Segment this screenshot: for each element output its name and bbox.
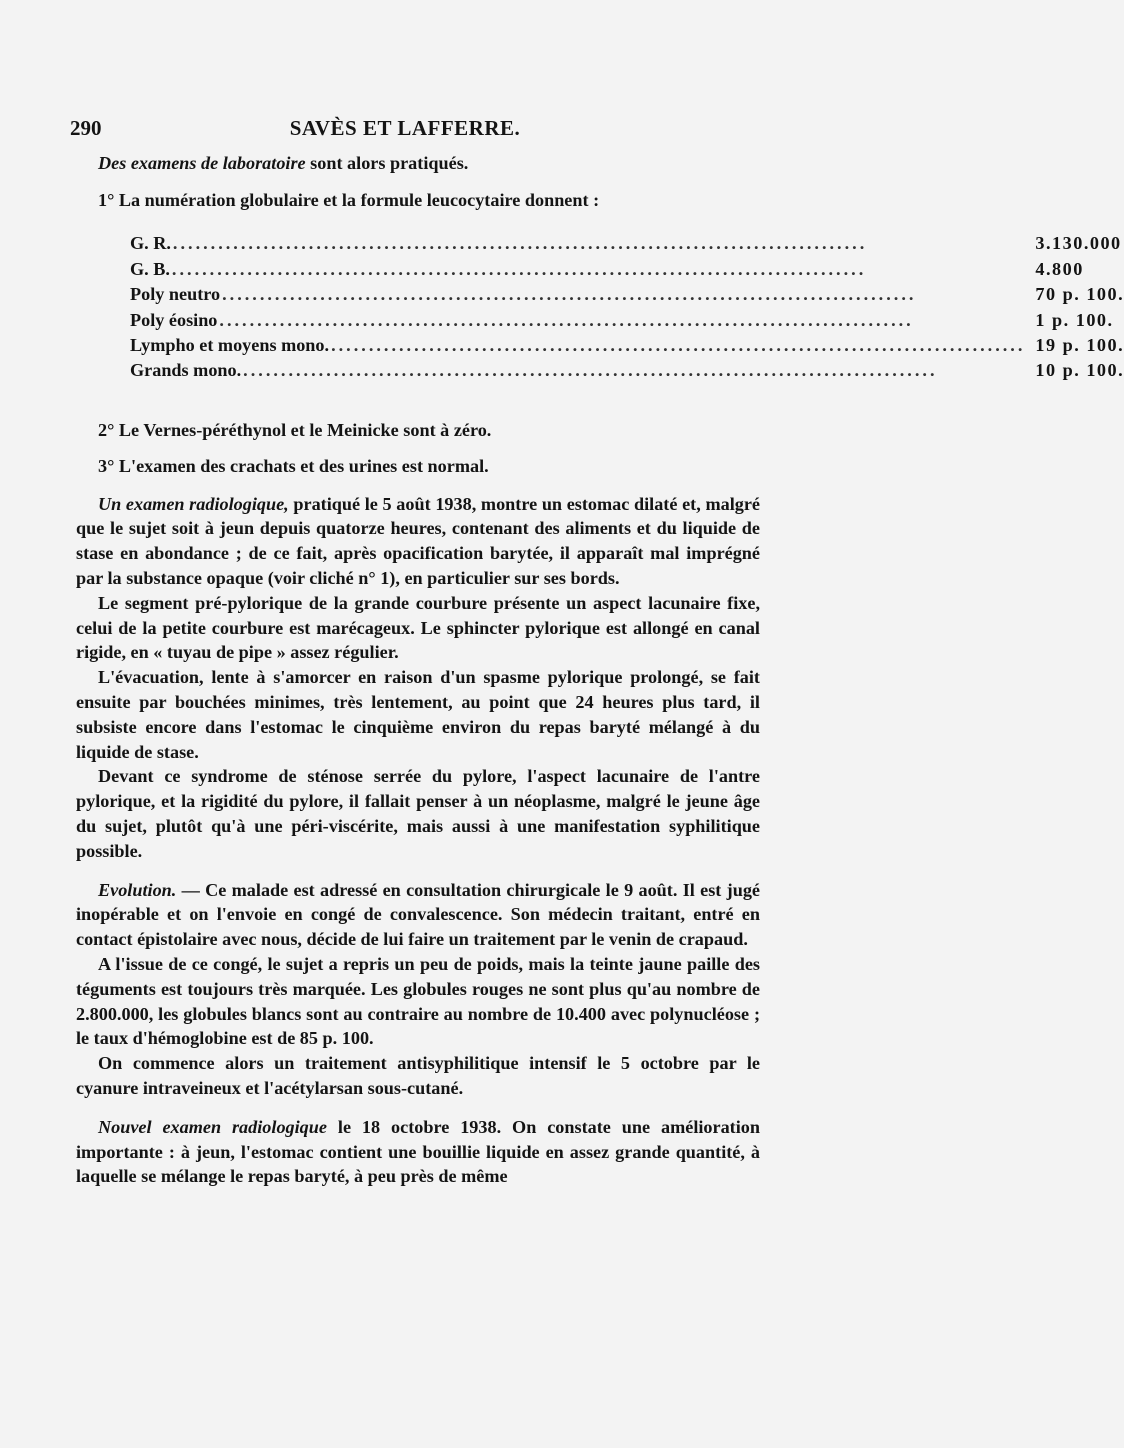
- table-row: [130, 280, 1124, 305]
- count-value: 10 p. 100.: [1035, 360, 1124, 381]
- intro-emphasis: Des examens de laboratoire: [98, 153, 306, 173]
- intro-paragraph: [76, 151, 760, 176]
- running-title: SAVÈS ET LAFFERRE.: [289, 116, 521, 140]
- count-label: Poly neutro ............................................................................................: [130, 284, 917, 305]
- page-number: 290: [70, 116, 102, 140]
- devant-paragraph: Devant ce syndrome de sténose serrée du pylore, l'aspect lacunaire de l'antre pylorique, et la rigidité du pylore, il fallait penser à un néoplasme, malgré le jeune âge du sujet, plutôt qu'à une péri-viscérite, mais aussi à une manifestation syphilitique possible.: [76, 766, 760, 861]
- count-value: 1 p. 100.: [1035, 309, 1114, 330]
- count-label: G. B. ............................................................................................: [130, 258, 867, 279]
- treatment-paragraph: On commence alors un traitement antisyphilitique intensif le 5 octobre par le cyanure intraveineux et l'acétylarsan sous-cutané.: [76, 1053, 760, 1098]
- count-value: 70 p. 100.: [1035, 284, 1124, 305]
- count-label: Poly éosino ............................................................................................: [130, 309, 914, 330]
- table-row: [130, 305, 1124, 330]
- item-2: 2° Le Vernes-péréthynol et le Meinicke sont à zéro.: [98, 420, 492, 440]
- radiology-paragraph: Un examen radiologique, pratiqué le 5 août 1938, montre un estomac dilaté et, malgré que le sujet soit à jeun depuis quatorze heures, contenant des aliments et du liquide de stase en abondance ; de ce fait, après opacification barytée, il apparaît mal imprégné par la substance opaque (voir cliché n° 1), en particulier sur ses bords.: [76, 493, 760, 588]
- evacuation-paragraph: L'évacuation, lente à s'amorcer en raison d'un spasme pylorique prolongé, se fait ensuite par bouchées minimes, très lentement, au point que 24 heures plus tard, il subsiste encore dans l'estomac le cinquième environ du repas baryté mélangé à du liquide de stase.: [76, 667, 760, 762]
- radiology-emphasis: Un examen radiologique,: [98, 493, 289, 514]
- table-row: [130, 254, 1124, 279]
- evolution-emphasis: Evolution.: [98, 879, 177, 900]
- blood-count-table: [130, 229, 1124, 381]
- main-text: [76, 418, 760, 1189]
- page-header: [70, 116, 740, 146]
- table-row: [130, 356, 1124, 381]
- issue-paragraph: A l'issue de ce congé, le sujet a repris un peu de poids, mais la teinte jaune paille des téguments est toujours très marquée. Les globules rouges ne sont plus qu'au nombre de 2.800.000, les globules blancs sont au contraire au nombre de 10.400 avec polynucléose ; le taux d'hémoglobine est de 85 p. 100.: [76, 953, 760, 1049]
- table-row: [130, 331, 1124, 356]
- count-label: G. R. ............................................................................................: [130, 233, 868, 254]
- item-3: 3° L'examen des crachats et des urines est normal.: [98, 455, 489, 476]
- item-1: 1° La numération globulaire et la formule leucocytaire donnent :: [98, 189, 600, 210]
- count-label: Grands mono. ............................................................................................: [130, 360, 938, 381]
- count-value: 3.130.000: [1035, 233, 1122, 254]
- segment-paragraph: Le segment pré-pylorique de la grande courbure présente un aspect lacunaire fixe, celui de la petite courbure est marécageux. Le sphincter pylorique est allongé en canal rigide, en « tuyau de pipe » assez régulier.: [76, 592, 760, 663]
- radiology2-emphasis: Nouvel examen radiologique: [98, 1116, 327, 1137]
- intro-rest: sont alors pratiqués.: [305, 153, 469, 173]
- count-value: 4.800: [1035, 258, 1084, 279]
- radiology2-paragraph: Nouvel examen radiologique le 18 octobre 1938. On constate une amélioration importante : à jeun, l'estomac contient une bouillie liquide en assez grande quantité, à laquelle se mélange le repas baryté, à peu près de même: [76, 1116, 761, 1187]
- evolution-paragraph: Evolution. — Ce malade est adressé en consultation chirurgicale le 9 août. Il est jugé inopérable et on l'envoie en congé de convalescence. Son médecin traitant, entré en contact épistolaire avec nous, décide de lui faire un traitement par le venin de crapaud.: [76, 879, 760, 950]
- count-label: Lympho et moyens mono. ............................................................................................: [130, 334, 1026, 355]
- intro-block: [76, 151, 760, 213]
- count-value: 19 p. 100.: [1035, 334, 1124, 355]
- table-row: [130, 229, 1124, 254]
